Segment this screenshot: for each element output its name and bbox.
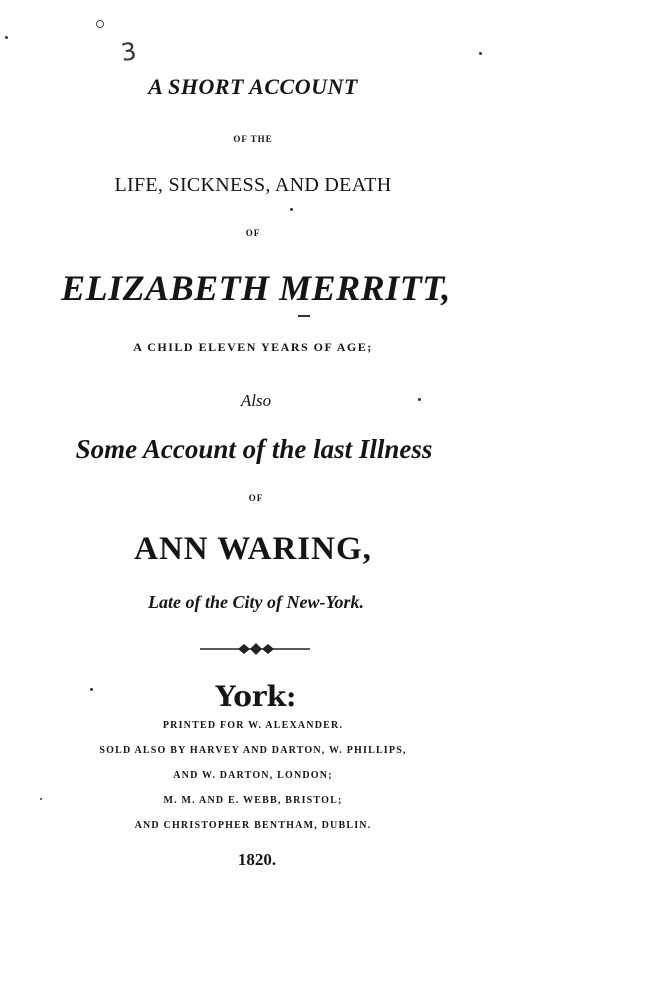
- imprint-place: York:: [215, 680, 297, 713]
- subject-name-ann-waring: ANN WARING,: [134, 531, 372, 567]
- scan-speck: [96, 20, 104, 28]
- title-line-child-age: A CHILD ELEVEN YEARS OF AGE;: [133, 340, 373, 354]
- scan-speck: [479, 52, 482, 55]
- title-line-late-of-city: Late of the City of New-York.: [148, 592, 364, 612]
- imprint-line-bentham-dublin: AND CHRISTOPHER BENTHAM, DUBLIN.: [134, 820, 372, 831]
- title-line-also: Also: [240, 391, 272, 410]
- imprint-line-webb-bristol: M. M. AND E. WEBB, BRISTOL;: [163, 795, 343, 806]
- subject-name-elizabeth-merritt: ELIZABETH MERRITT,: [61, 268, 451, 308]
- scan-speck: [40, 798, 42, 800]
- title-line-short-account: A SHORT ACCOUNT: [148, 74, 358, 99]
- handwritten-mark: 3: [119, 37, 139, 67]
- imprint-line-sold-also: SOLD ALSO BY HARVEY AND DARTON, W. PHILLIPS,: [99, 745, 407, 756]
- scan-speck: [298, 315, 310, 317]
- scan-speck: [290, 208, 293, 211]
- title-line-of-1: OF: [245, 228, 261, 238]
- scan-speck: [5, 36, 8, 39]
- title-line-of-2: OF: [248, 493, 264, 503]
- title-line-some-account: Some Account of the last Illness: [75, 434, 433, 464]
- imprint-line-darton-london: AND W. DARTON, LONDON;: [173, 770, 333, 781]
- ornamental-rule: [200, 642, 310, 656]
- imprint-year: 1820.: [237, 850, 277, 869]
- title-line-life-sickness-death: LIFE, SICKNESS, AND DEATH: [114, 174, 392, 196]
- scan-speck: [90, 688, 93, 691]
- scan-speck: [418, 398, 421, 401]
- imprint-line-printed-for: PRINTED FOR W. ALEXANDER.: [162, 720, 344, 731]
- title-line-of-the: OF THE: [233, 134, 273, 144]
